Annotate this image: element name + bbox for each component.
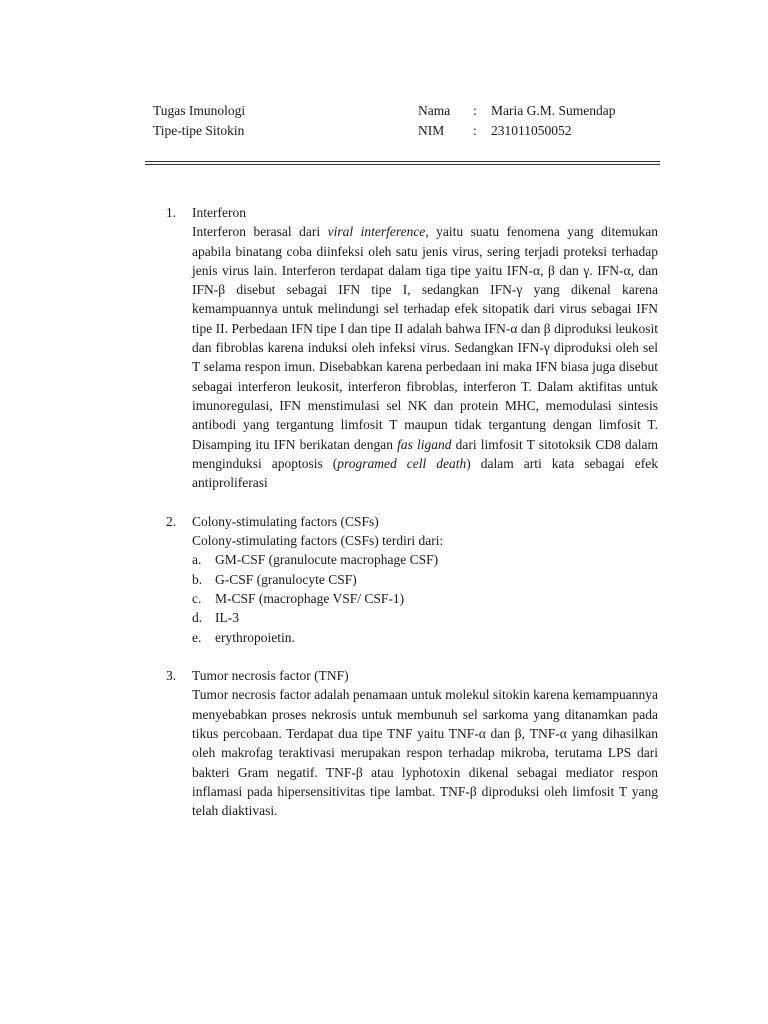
section-paragraph (192, 222, 658, 492)
section-heading (166, 203, 658, 222)
section-heading (166, 512, 658, 531)
header-row-1 (153, 101, 663, 121)
header-row-2 (153, 121, 663, 141)
student-nim: 231011050052 (491, 123, 572, 138)
section-intro: Colony-stimulating factors (CSFs) terdiri dari: (192, 533, 444, 549)
name-separator: : (473, 103, 477, 118)
header-divider-top (145, 161, 660, 162)
item-text: GM-CSF (granulocute macrophage CSF) (215, 552, 439, 568)
paragraph-text: Tumor necrosis factor adalah penamaan untuk molekul sitokin karena kemampuannya menyebabkan proses nekrosis untuk membunuh sel sarkoma yang ditanamkan pada tikus percobaan. Terdapat dua tipe TNF yaitu TNF-α dan β, TNF-α yang dihasilkan oleh makrofag teraktivasi merupakan respon terhadap mikroba, terutama LPS dari bakteri Gram negatif. TNF-β atau lyphotoxin dikenal sebagai mediator respon inflamasi pada hipersensitivitas tipe lambat. TNF-β diproduksi oleh limfosit T yang telah diaktivasi. (192, 687, 658, 819)
paragraph-text: ) dalam arti kata sebagai efek antiproliferasi (192, 455, 658, 491)
item-letter: d. (192, 610, 203, 626)
section-tnf (166, 666, 658, 820)
list-item (192, 550, 658, 569)
nim-separator: : (473, 123, 477, 138)
section-number: 3. (166, 668, 177, 684)
section-title: Interferon (192, 205, 246, 220)
section-heading (166, 666, 658, 685)
student-name: Maria G.M. Sumendap (491, 103, 616, 118)
list-item (192, 608, 658, 627)
section-interferon (166, 203, 658, 492)
italic-term: fas ligand (397, 436, 452, 452)
course-title: Tugas Imunologi (153, 103, 246, 118)
paragraph-text: dari limfosit T sitotoksik CD8 dalam menginduksi apoptosis ( (192, 436, 658, 471)
paragraph-text: , yaitu suatu fenomena yang ditemukan apabila binatang coba diinfeksi oleh satu jenis virus, sering terjadi proteksi terhadap jenis virus lain. Interferon terdapat dalam tiga tipe yaitu IFN-α, β dan γ. IFN-α, dan IFN-β disebut sebagai IFN tipe I, sedangkan IFN-γ yang dikenal karena kemampuannya untuk melindungi sel terhadap efek sitopatik dari virus sebagai IFN tipe II. Perbedaan IFN tipe I dan tipe II adalah bahwa IFN-α dan β diproduksi leukosit dan fibroblas karena induksi oleh infeksi virus. Sedangkan IFN-γ diproduksi oleh sel T selama respon imun. Disebabkan karena perbedaan ini maka IFN biasa juga disebut sebagai interferon leukosit, interferon fibroblas, interferon T. Dalam aktifitas untuk imunoregulasi, IFN menstimulasi sel NK dan protein MHC, memodulasi sintesis antibodi yang tergantung limfosit T maupun tidak tergantung dengan limfosit T. Disamping itu IFN berikatan dengan (192, 224, 658, 452)
section-paragraph (192, 685, 658, 820)
italic-term: viral interference (327, 224, 426, 240)
section-title: Tumor necrosis factor (TNF) (192, 668, 349, 684)
item-letter: b. (192, 571, 203, 587)
header-divider-bottom (145, 164, 660, 165)
document-body (166, 203, 658, 840)
section-number: 2. (166, 513, 177, 529)
item-letter: a. (192, 552, 202, 568)
section-csfs (166, 512, 658, 647)
paragraph-text: Interferon berasal dari (192, 224, 328, 240)
nim-label: NIM (418, 123, 445, 138)
italic-term: programed cell death (337, 455, 467, 471)
list-item (192, 628, 658, 647)
item-letter: c. (192, 590, 202, 606)
section-title: Colony-stimulating factors (CSFs) (192, 513, 379, 529)
name-label: Nama (418, 103, 451, 118)
item-text: erythropoietin. (215, 629, 295, 645)
document-header (153, 101, 663, 141)
item-text: M-CSF (macrophage VSF/ CSF-1) (215, 590, 405, 606)
section-number: 1. (166, 205, 177, 220)
list-item (192, 570, 658, 589)
item-text: G-CSF (granulocyte CSF) (215, 571, 357, 587)
sub-list (192, 550, 658, 646)
item-text: IL-3 (215, 610, 239, 626)
list-item (192, 589, 658, 608)
item-letter: e. (192, 629, 202, 645)
topic-title: Tipe-tipe Sitokin (153, 123, 245, 138)
